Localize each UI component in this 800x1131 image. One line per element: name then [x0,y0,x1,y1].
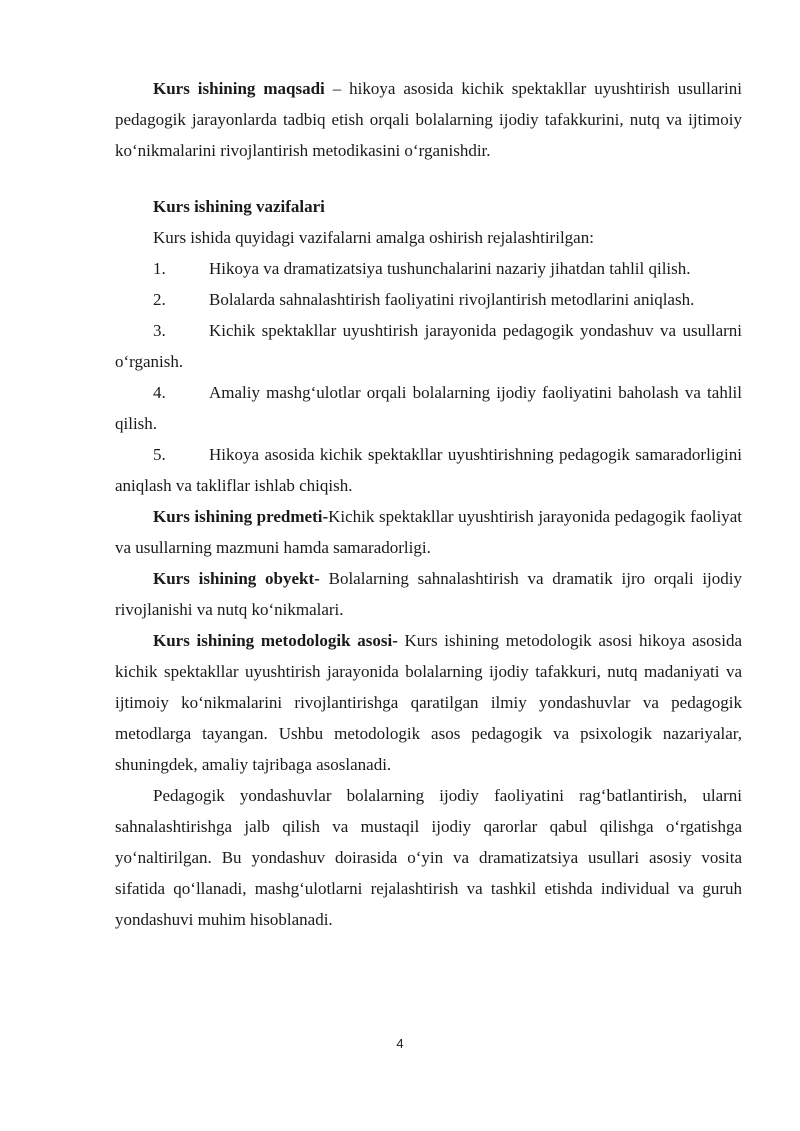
purpose-label: Kurs ishining maqsadi [153,79,325,98]
task-text: Hikoya asosida kichik spektakllar uyushtirishning pedagogik samaradorligini aniqlash va takliflar ishlab chiqish. [115,445,742,495]
subject-paragraph [115,501,742,563]
task-text: Amaliy mashg‘ulotlar orqali bolalarning ijodiy faoliyatini baholash va tahlil qilish. [115,383,742,433]
task-number: 1. [153,259,166,278]
methodology-text: Kurs ishining metodologik asosi hikoya asosida kichik spektakllar uyushtirish jarayonida bolalarning ijodiy tafakkuri, nutq madaniyati va ijtimoiy ko‘nikmalarini rivojlantirishga qaratilgan ilmiy yondashuvlar va pedagogik metodlarga tayangan. Ushbu metodologik asos pedagogik va psixologik nazariyalar, shuningdek, amaliy tajribaga asoslanadi. [115,631,743,774]
task-text: Bolalarda sahnalashtirish faoliyatini rivojlantirish metodlarini aniqlash. [209,290,695,309]
purpose-paragraph [115,73,742,166]
task-text: Kichik spektakllar uyushtirish jarayonida pedagogik yondashuv va usullarni o‘rganish. [115,321,742,371]
subject-text: Kichik spektakllar uyushtirish jarayonida pedagogik faoliyat va usullarning mazmuni hamda samaradorligi. [115,507,742,557]
task-number: 5. [153,445,166,464]
task-item-2 [115,284,742,315]
task-text: Hikoya va dramatizatsiya tushunchalarini nazariy jihatdan tahlil qilish. [209,259,691,278]
task-number: 3. [153,321,166,340]
task-item-1 [115,253,742,284]
task-item-3 [115,315,742,377]
tasks-intro: Kurs ishida quyidagi vazifalarni amalga oshirish rejalashtirilgan: [153,228,594,247]
object-paragraph [115,563,742,625]
approaches-paragraph: Pedagogik yondashuvlar bolalarning ijodiy faoliyatini rag‘batlantirish, ularni sahnalashtirishga jalb qilish va mustaqil ijodiy qarorlar qabul qilishga o‘rgatishga yo‘naltirilgan. Bu yondashuv doirasida o‘yin va dramatizatsiya usullari asosiy vosita sifatida qo‘llanadi, mashg‘ulotlarni rejalashtirish va tashkil etishda individual va guruh yondashuvi muhim hisoblanadi. [115,786,742,929]
methodology-label: Kurs ishining metodologik asosi- [153,631,398,650]
document-page [115,73,742,935]
purpose-text: – hikoya asosida kichik spektakllar uyushtirish usullarini pedagogik jarayonlarda tadbiq etish orqali bolalarning ijodiy tafakkurini, nutq va ijtimoiy ko‘nikmalarini rivojlantirish metodikasini o‘rganishdir. [115,79,742,160]
task-number: 2. [153,290,166,309]
methodology-paragraph [115,625,742,780]
task-item-4 [115,377,742,439]
subject-label: Kurs ishining predmeti- [153,507,329,526]
task-item-5 [115,439,742,501]
tasks-heading: Kurs ishining vazifalari [153,197,325,216]
object-text: Bolalarning sahnalashtirish va dramatik ijro orqali ijodiy rivojlanishi va nutq ko‘nikmalari. [115,569,742,619]
task-number: 4. [153,383,166,402]
object-label: Kurs ishining obyekt- [153,569,320,588]
page-number: 4 [396,1036,404,1051]
paragraph-gap [115,166,742,191]
